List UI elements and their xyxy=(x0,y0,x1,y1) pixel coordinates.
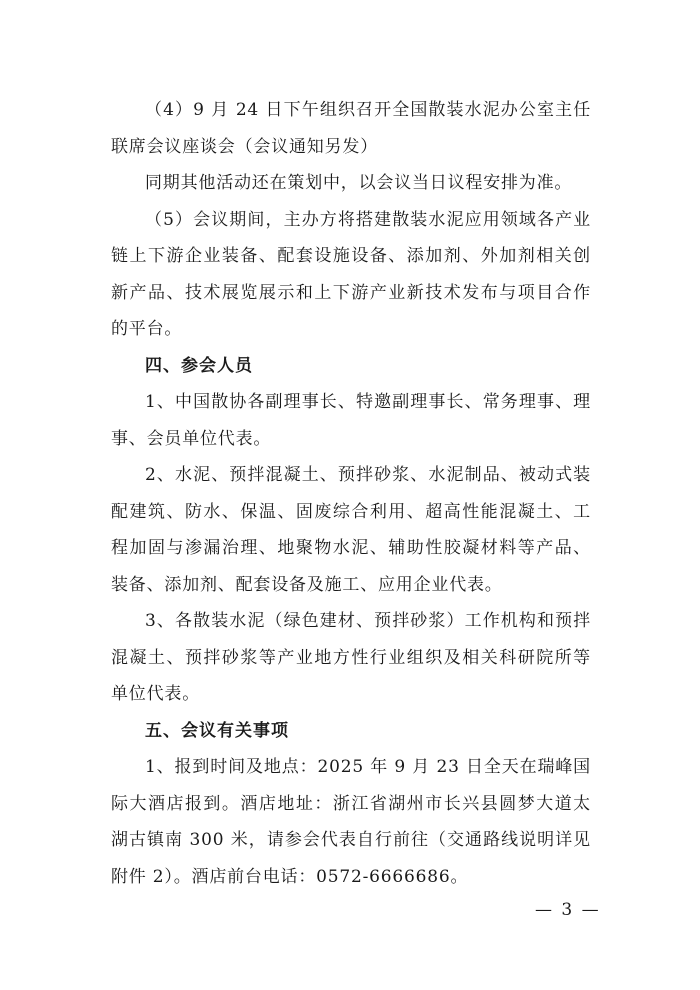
meeting-matter-item-1: 1、报到时间及地点：2025 年 9 月 23 日全天在瑞峰国际大酒店报到。酒店地址：浙江省湖州市长兴县圆梦大道太湖古镇南 300 米，请参会代表自行前往（交通路线说明详见附件 2）。酒店前台电话：0572-6666686。 xyxy=(111,757,591,887)
attendee-item-2: 2、水泥、预拌混凝土、预拌砂浆、水泥制品、被动式装配建筑、防水、保温、固废综合利用、超高性能混凝土、工程加固与渗漏治理、地聚物水泥、辅助性胶凝材料等产品、装备、添加剂、配套设备及施工、应用企业代表。 xyxy=(111,465,591,595)
paragraph-other-activities: 同期其他活动还在策划中，以会议当日议程安排为准。 xyxy=(145,173,573,193)
document-body xyxy=(111,92,591,895)
section-heading-attendees: 四、参会人员 xyxy=(145,355,253,376)
section-heading-meeting-matters: 五、会议有关事项 xyxy=(145,720,289,741)
attendee-item-3: 3、各散装水泥（绿色建材、预拌砂浆）工作机构和预拌混凝土、预拌砂浆等产业地方性行业组织及相关科研院所等单位代表。 xyxy=(111,611,591,704)
page-number: — 3 — xyxy=(535,900,601,920)
paragraph-item-4: （4）9 月 24 日下午组织召开全国散装水泥办公室主任联席会议座谈会（会议通知另发） xyxy=(111,100,591,157)
attendee-item-1: 1、中国散协各副理事长、特邀副理事长、常务理事、理事、会员单位代表。 xyxy=(111,392,591,449)
paragraph-item-5: （5）会议期间，主办方将搭建散装水泥应用领域各产业链上下游企业装备、配套设施设备、添加剂、外加剂相关创新产品、技术展览展示和上下游产业新技术发布与项目合作的平台。 xyxy=(111,209,591,339)
